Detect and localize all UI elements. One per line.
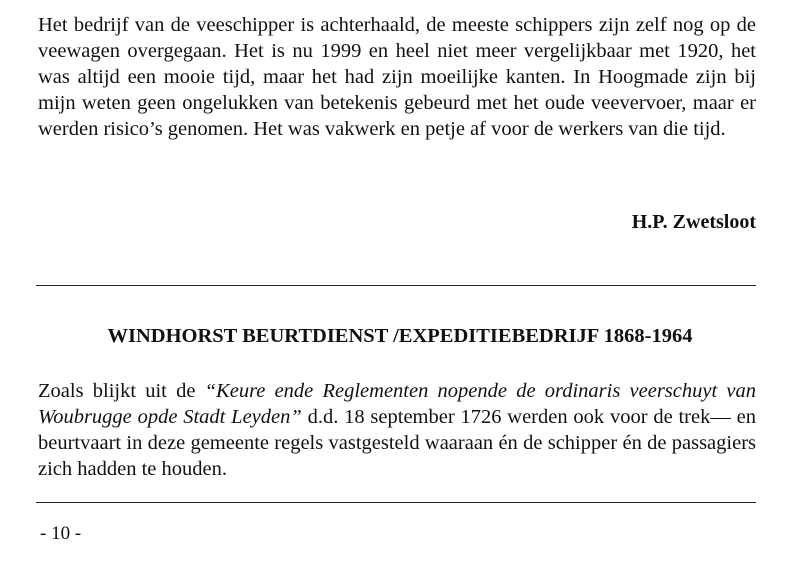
paragraph-windhorst (38, 378, 756, 482)
divider-bottom (36, 502, 756, 503)
page-number: - 10 - (40, 523, 82, 544)
section-heading: WINDHORST BEURTDIENST /EXPEDITIEBEDRIJF 1868-1964 (107, 325, 693, 347)
paragraph-rest: d.d. 18 september 1726 werden ook voor de trek— en beurtvaart in deze gemeente regels vastgesteld waaraan én de schipper én de passagiers zich hadden te houden. (38, 406, 756, 480)
quoted-title: “Keure ende Reglementen nopende de ordinaris veerschuyt van Woubrugge opde Stadt Leyden” (38, 380, 756, 428)
divider-top (36, 285, 756, 286)
paragraph-intro: Zoals blijkt uit de (38, 380, 205, 402)
author-signature: H.P. Zwetsloot (631, 211, 756, 233)
paragraph-veeschipper: Het bedrijf van de veeschipper is achterhaald, de meeste schippers zijn zelf nog op de veewagen overgegaan. Het is nu 1999 en heel niet meer vergelijkbaar met 1920, het was altijd een mooie tijd, maar het had zijn moeilijke kanten. In Hoogmade zijn bij mijn weten geen ongelukken van betekenis gebeurd met het oude veevervoer, maar er werden risico’s genomen. Het was vakwerk en petje af voor de werkers van die tijd. (38, 14, 756, 140)
